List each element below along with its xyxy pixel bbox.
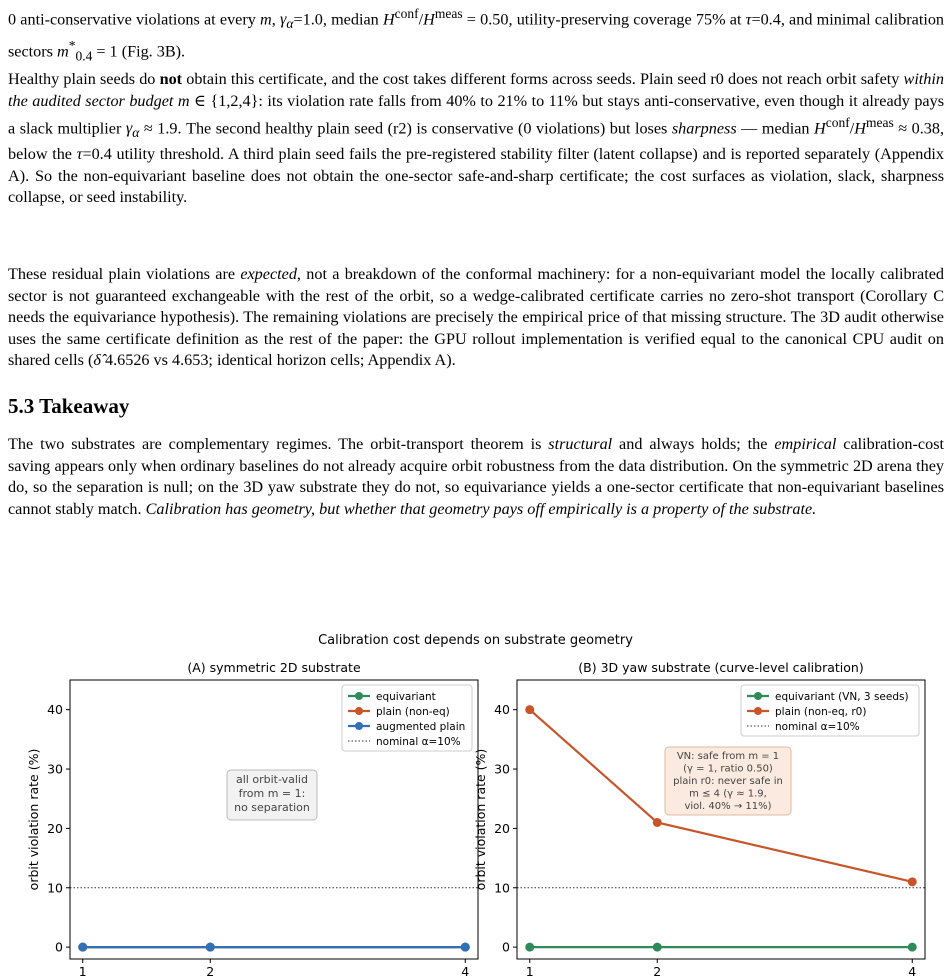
annotation-text: (γ = 1, ratio 0.50)	[683, 763, 773, 775]
x-tick-label: 4	[461, 964, 470, 979]
y-axis-label: orbit violation rate (%)	[26, 748, 41, 891]
y-axis-label: orbit violation rate (%)	[473, 748, 488, 891]
data-point	[525, 705, 534, 714]
annotation-text: plain r0: never safe in	[673, 776, 783, 787]
legend-label: nominal α=10%	[775, 721, 860, 733]
legend-label: augmented plain	[376, 721, 466, 733]
legend-swatch-marker	[754, 707, 762, 715]
y-tick-label: 30	[494, 761, 510, 777]
legend-label: nominal α=10%	[376, 736, 461, 748]
chart-panel-b	[473, 660, 925, 980]
data-point	[206, 943, 215, 952]
legend-label: equivariant	[376, 691, 436, 703]
x-tick-label: 2	[206, 964, 215, 979]
legend-swatch-marker	[754, 692, 762, 700]
y-tick-label: 30	[47, 761, 63, 777]
legend-label: equivariant (VN, 3 seeds)	[775, 691, 909, 703]
chart-title: (A) symmetric 2D substrate	[187, 660, 361, 675]
y-tick-label: 0	[55, 939, 63, 955]
legend-swatch-marker	[355, 722, 363, 730]
data-point	[461, 943, 470, 952]
data-point	[525, 943, 534, 952]
section-heading	[8, 394, 129, 419]
legend-label: plain (non-eq, r0)	[775, 706, 867, 718]
y-tick-label: 40	[47, 702, 63, 718]
paragraph-residual-violations: These residual plain violations are expected, not a breakdown of the conformal machinery: for a non-equivariant model the locally calibrated sector is not guaranteed exchangeable with the rest of the orbit, so a wedge-calibrated certificate carries no zero-shot transport (Corollary C needs the equivariance hypothesis). The remaining violations are precisely the empirical price of that missing structure. The 3D audit otherwise uses the same certificate definition as the rest of the paper: the GPU rollout implementation is verified equal to the canonical CPU audit on shared cells (δ̂ 4.6526 vs 4.653; identical horizon cells; Appendix A).	[8, 265, 944, 369]
y-tick-label: 0	[502, 939, 510, 955]
legend-label: plain (non-eq)	[376, 706, 450, 718]
figure-suptitle: Calibration cost depends on substrate geometry	[318, 633, 633, 648]
y-tick-label: 10	[47, 880, 63, 896]
paragraph-takeaway: The two substrates are complementary regimes. The orbit-transport theorem is structural and always holds; the empirical calibration-cost saving appears only when ordinary baselines do not already acquire orbit robustness from the data distribution. On the symmetric 2D arena they do, so the separation is null; on the 3D yaw substrate they do not, so equivariance yields a one-sector certificate that non-equivariant baselines cannot stably match. Calibration has geometry, but whether that geometry pays off empirically is a property of the substrate.	[8, 435, 944, 518]
x-tick-label: 1	[525, 964, 534, 979]
annotation-text: no separation	[234, 801, 310, 814]
legend-swatch-marker	[355, 692, 363, 700]
chart-panel-a	[26, 660, 478, 980]
y-tick-label: 10	[494, 880, 510, 896]
y-tick-label: 20	[494, 820, 510, 836]
section-title: Takeaway	[39, 394, 130, 418]
annotation-text: VN: safe from m = 1	[676, 751, 780, 762]
paragraph-results-summary: 0 anti-conservative violations at every m, $\gamma_\alpha=1.0$, median $H^{conf}/H^{meas} = 0.50$, utility-preserving coverage 75% at τ=0.4, and minimal calibration sectors $m^*_{0.4} = 1$ (Fig. 3B).	[8, 6, 945, 64]
annotation-text: from m = 1:	[238, 787, 306, 800]
y-tick-label: 40	[494, 702, 510, 718]
annotation-text: m ≤ 4 (γ ≈ 1.9,	[689, 788, 767, 800]
data-point	[908, 877, 917, 886]
data-point	[653, 818, 662, 827]
paragraph-plain-seeds: Healthy plain seeds do not obtain this certificate, and the cost takes different forms across seeds. Plain seed r0 does not reach orbit safety within the audited sector budget m ∈ {1,2,4}: its violation rate falls from 40% to 21% to 11% but stays anti-conservative, even though it already pays a slack multiplier $\gamma_\alpha \approx 1.9$. The second healthy plain seed (r2) is conservative (0 violations) but loses sharpness — median $H^{conf}/H^{meas} \approx 0.38$, below the τ=0.4 utility threshold. A third plain seed fails the pre-registered stability filter (latent collapse) and is reported separately (Appendix A). So the non-equivariant baseline does not obtain the one-sector safe-and-sharp certificate; the cost surfaces as violation, slack, sharpness collapse, or seed instability.	[8, 70, 945, 207]
y-tick-label: 20	[47, 820, 63, 836]
figure-3-charts	[0, 615, 951, 980]
x-tick-label: 2	[653, 964, 662, 979]
annotation-text: all orbit-valid	[236, 773, 308, 786]
x-tick-label: 1	[78, 964, 87, 979]
x-tick-label: 4	[908, 964, 917, 979]
data-point	[908, 943, 917, 952]
chart-title: (B) 3D yaw substrate (curve-level calibration)	[578, 660, 864, 675]
data-point	[78, 943, 87, 952]
legend-swatch-marker	[355, 707, 363, 715]
annotation-text: viol. 40% → 11%)	[684, 801, 772, 812]
section-number: 5.3	[8, 394, 35, 418]
data-point	[653, 943, 662, 952]
